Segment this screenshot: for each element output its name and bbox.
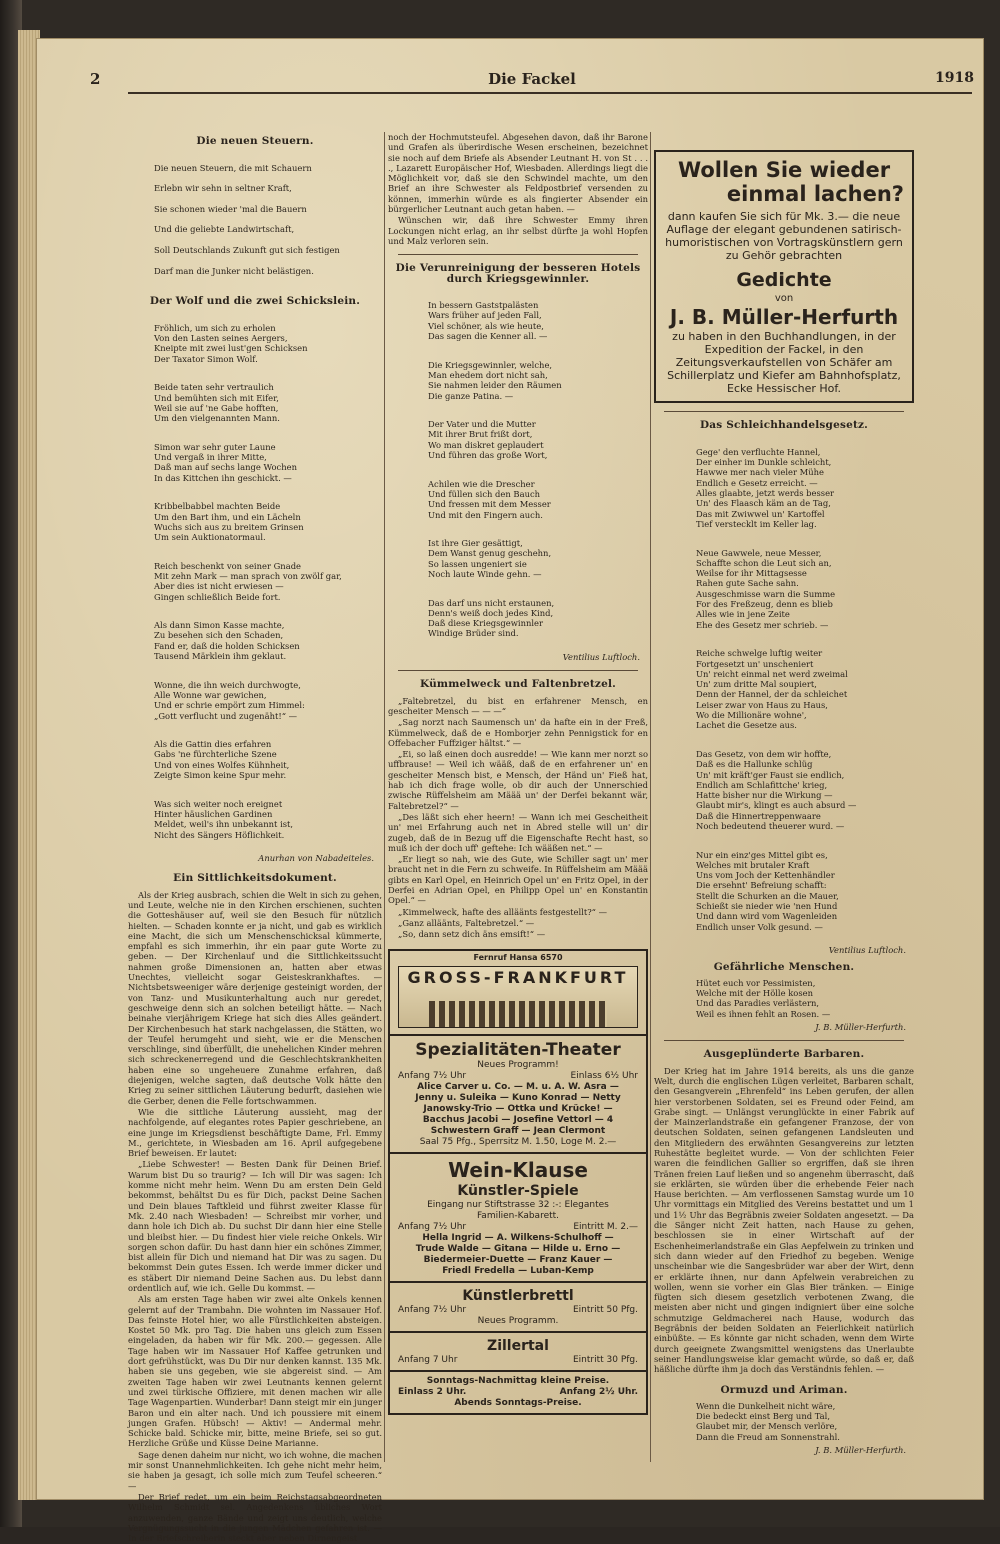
paragraph: noch der Hochmutsteufel. Abgesehen davon, daß ihr Barone und Grafen als überirdische Wesen erscheinen, bezeichnet sie noch auf dem Briefe als Absender Leutnant H. von St . . . ., Lazarett Europäischer Hof, Wiesbaden. Allerdings liegt die Möglichkeit vor, daß sie den Schwindel machte, um den Brief an ihre Schwester als Feldpostbrief versenden zu können, immerhin würde es als fingierter Absender ein bürgerlicher Leutnant auch getan haben. — [388, 132, 648, 215]
entry-time: Einlass 6½ Uhr [570, 1070, 638, 1081]
brettl-times [398, 1305, 638, 1316]
column-2 [388, 132, 648, 1415]
stanza: Reiche schwelge luftig weiter Fortgesetzt un' unscheniert Un' reicht einmal net werd zweimal Un' zum dritte Mal soupiert, Denn der Hannel, der da schleichet Leiser zwar von Haus zu Haus, Wo die Millionäre wohne', Lachet die Gesetze aus. [696, 648, 848, 731]
ad-headline: Wollen Sie wieder [677, 158, 891, 182]
article-body [654, 1066, 914, 1375]
column-divider [384, 132, 385, 1462]
start-time: Anfang 7½ Uhr [398, 1304, 467, 1315]
venue-banner [398, 966, 638, 1028]
book-advertisement [654, 150, 914, 403]
author-signature: J. B. Müller-Herfurth. [815, 1022, 906, 1033]
theater-subtitle: Neues Programm! [477, 1059, 559, 1070]
author-signature: Ventilius Luftloch. [562, 652, 640, 663]
stanza: Die Kriegsgewinnler, welche, Man ehedem dort nicht sah, Sie nahmen leider den Räumen Die ganze Patina. — [428, 359, 562, 401]
poem-title: Das Schleichhandelsgesetz. [699, 419, 869, 432]
entry-price: Eintritt 30 Pfg. [572, 1354, 638, 1365]
poem-line: Darf man die Junker nicht belästigen. [154, 265, 314, 276]
kuenstlerbrettl-block [390, 1281, 646, 1331]
author-signature: Anurhan von Nabadeiteles. [258, 853, 374, 864]
weinklause-block [390, 1152, 646, 1281]
stanza: Gege' den verfluchte Hannel, Der einher im Dunkle schleicht, Hawwe mer nach vieler Mühe Endlich e Gesetz erreicht. — Alles glaabte, jetzt werds besser Un' des Flaasch käm an de Tag, Das mit Zwiwwel un' Kartoffel Tief verstecklt im Keller lag. [696, 446, 835, 529]
stanza: Das darf uns nicht erstaunen, Denn's weiß doch jedes Kind, Daß diese Kriegsgewinnler Windige Brüder sind. [428, 597, 555, 639]
weinklause-entrance: Eingang nur Stiftstrasse 32 :-: Elegantes [427, 1199, 609, 1210]
start-time: Anfang 7½ Uhr [398, 1070, 467, 1081]
stanza: Kribbelbabbel machten Beide Um den Bart ihm, und ein Lächeln Wuchs sich aus zu breitem Grinsen Um sein Auktionatormaul. [154, 501, 304, 543]
stanza: Als dann Simon Kasse machte, Zu besehen sich den Schaden, Fand er, daß die holden Schicksen Tausend Märklein ihm geklaut. [154, 620, 300, 662]
sunday-entry: Einlass 2 Uhr. [398, 1386, 467, 1397]
performer-line: Schwestern Graff — Jean Clermont [430, 1125, 606, 1136]
paragraph: „Des läßt sich eher heern! — Wann ich mei Gescheitheit un' mei Erfahrung auch net in Abred stelle will un' dir zugeb, daß de in Bezug uff die Eigenschafte Recht hast, so muß ich der doch uff' geftehe: Ich wääßen net.“ — [388, 811, 648, 853]
poem-body [154, 312, 382, 850]
weinklause-title: Wein-Klause [448, 1157, 588, 1182]
entry-price: Eintritt 50 Pfg. [572, 1304, 638, 1315]
poem-title: Die Verunreinigung der besseren Hotels durch Kriegsgewinnler. [395, 262, 641, 285]
stanza: Nur ein einz'ges Mittel gibt es, Welches mit brutaler Kraft Uns vom Joch der Kettenhändler Die ersehnt' Befreiung schafft: Stellt die Schurken an die Mauer, Schießt sie nieder wie 'nen Hund Und dann wird vom Wagenleiden Endlich unser Volk gesund. — [696, 849, 839, 932]
poem-title: Der Wolf und die zwei Schickslein. [149, 295, 361, 308]
poem-body: Hütet euch vor Pessimisten, Welche mit der Hölle kosen Und das Paradies verlästern, Weil es ihnen fehlt an Rosen. — [696, 977, 831, 1019]
performer-line: Bacchus Jacobi — Josefine Vettorl — 4 [422, 1114, 614, 1125]
article-body [388, 696, 648, 940]
start-time: Anfang 7½ Uhr [398, 1221, 467, 1232]
stanza: Der Vater und die Mutter Mit ihrer Brut frißt dort, Wo man diskret geplaudert Und führen das große Wort, [428, 419, 548, 461]
stanza: Achilen wie die Drescher Und füllen sich den Bauch Und fressen mit dem Messer Und mit den Fingern auch. [428, 478, 551, 520]
sunday-start: Anfang 2½ Uhr. [559, 1386, 638, 1397]
venue-name: GROSS-FRANKFURT [407, 967, 629, 987]
building-illustration [429, 1001, 607, 1027]
paragraph: „Ei, so laß einen doch ausredde! — Wie kann mer norzt so uffbrause! — Weil ich wääß, daß de en erfahrener un' en gescheiter Mensch bist, e Mensch, der Händ un' Fieß hat, hab ich dich frage wolle, ob dir auch der Unnerschied zwische Rüffelsheim am Määä un' der Derfei bekannt wär, Faltebretzel?“ — [388, 749, 648, 811]
paragraph: Sage denen daheim nur nicht, wo ich wohne, die machen mir sonst Unannehmlichkeiten. Ich gehe nicht mehr heim, sie haben ja gesagt, ich solle mich zum Teufel scheeren.“ — [128, 1449, 382, 1491]
stanza: Reich beschenkt von seiner Gnade Mit zehn Mark — man sprach von zwölf gar, Aber dies ist nicht erwiesen — Gingen schließlich Beide fort. [154, 560, 342, 602]
weinklause-kabarett: Familien-Kabarett. [476, 1210, 560, 1221]
article-title: Kümmelweck und Faltenbretzel. [419, 678, 617, 691]
header-rule [128, 92, 972, 94]
column-divider [650, 132, 651, 1462]
weinklause-times [398, 1222, 638, 1233]
poem-line: Und die geliebte Landwirtschaft, [154, 224, 295, 235]
paragraph: „Er liegt so nah, wie des Gute, wie Schiller sagt un' mer braucht net in die Fern zu schweife. In Rüffelsheim am Määä gibts en Karl Opel, en Heinrich Opel un' en Fritz Opel, in der Derfei en Adrian Opel, en Philipp Opel un' en Konstantin Opel.“ — [388, 854, 648, 906]
page-number: 2 [90, 70, 101, 88]
sunday-note: Sonntags-Nachmittag kleine Preise. [426, 1375, 610, 1386]
theater-block [390, 1034, 646, 1152]
poem-line: Sie schonen wieder 'mal die Bauern [154, 203, 307, 214]
stanza: Wonne, die ihn weich durchwogte, Alle Wonne war gewichen, Und er schrie empört zum Himmel: „Gott verflucht und zugenäht!“ — [154, 679, 305, 721]
poem-body [428, 290, 648, 649]
poem-line: Erlebn wir sehn in seltner Kraft, [154, 183, 292, 194]
page-year: 1918 [935, 70, 974, 86]
page-header [90, 70, 974, 90]
performer-line: Trude Walde — Gitana — Hilde u. Erno — [415, 1243, 621, 1254]
brettl-program: Neues Programm. [477, 1315, 559, 1326]
author-signature: Ventilius Luftloch. [828, 945, 906, 956]
author-signature: J. B. Müller-Herfurth. [815, 1445, 906, 1456]
stanza: Was sich weiter noch ereignet Hinter häuslichen Gardinen Meldet, weil's ihn unbekannt ist, Nicht des Sängers Höflichkeit. [154, 798, 294, 840]
article-title: Ausgeplünderte Barbaren. [703, 1048, 865, 1061]
poem-body [696, 437, 914, 943]
performer-line: Biedermeier-Duette — Franz Kauer — [423, 1254, 613, 1265]
stanza: Beide taten sehr vertraulich Und bemühten sich mit Eifer, Weil sie auf 'ne Gabe hofften, Um den vielgenannten Mann. [154, 382, 280, 424]
performer-line: Friedl Fredella — Luban-Kemp [442, 1265, 594, 1276]
sunday-times [398, 1387, 638, 1398]
performer-line: Janowsky-Trio — Ottka und Krücke! — [423, 1103, 613, 1114]
paragraph: Als am ersten Tage haben wir zwei alte Onkels kennen gelernt auf der Trambahn. Die wohnten im Nassauer Hof. Das feinste Hotel hier, wo alle Fürstlichkeiten absteigen. Kostet 50 Mk. pro Tag. Die haben uns gleich zum Essen eingeladen, da haben wir für Mk. 200.— gegessen. Alle Tage haben wir im Nassauer Hof Kaffee getrunken und dort gefrühstückt, was Du Dir nur denken kannst. 135 Mk. haben sie uns gegeben, wie sie abgereist sind. — Am zweiten Tage haben wir zwei Leutnants kennen gelernt und zwei türkische Offiziere, mit denen machen wir alle Tage Wagenpartien. Wunderbar! Dann steigt mir ein junger Baron und ein alter nach. Und ich poussiere mit einem jungen Grafen. Hübsch! — Aktiv! — Andermal mehr. Schicke bald. Schicke mir, bitte, meine Briefe, sei so gut. Herzliche Grüße und Küsse Deine Marianne. [128, 1294, 382, 1449]
paragraph: Der Krieg hat im Jahre 1914 bereits, als uns die ganze Welt, durch die englischen Lügen verleitet, Barbaren schalt, den Gesangverein „Ehrenfeld“ ins Leben gerufen, der allen hier verstorbenen Soldaten, sei es Freund oder Feind, am Grabe singt. — Unlängst verunglückte in einer Fabrik auf der Mainzerlandstraße ein gefangener Franzose, der von deutschen Soldaten, seinen gefangenen Landsleuten und den Mitgliedern des erwähnten Gesangvereins zur letzten Ruhestätte begleitet wurde. — Von der schlichten Feier waren die feindlichen Gallier so ergriffen, daß sie ihren Tränen freien Lauf ließen und so angenehm überrascht, daß sie erklärten, sie würden über die erhebende Feier nach Hause berichten. — Am verflossenen Samstag wurde um 10 Uhr vormittags ein Mitglied des Vereins bestattet und um 1 und 1½ Uhr das Begräbnis zweier Soldaten angesetzt. — Da die Sänger nicht Zeit hatten, nach Hause zu gehen, beschlossen sie in einer Wirtschaft auf der Eschenheimerlandstraße ein Glas Aepfelwein zu trinken und sich dann wieder auf den Friedhof zu begeben. Wenige unscheinbar wie die Sangesbrüder war aber der Wirt, denn er erklärte ihnen, nur dann Apfelwein verabreichen zu wollen, wenn sie vorher ein Glas Bier tränken. — Einige fügten sich diesem gesetzlich verbotenen Zwang, die meisten aber nicht und gingen indigniert über eine solche schmutzige Geldmacherei nach Hause, wodurch das Begräbnis der beiden Soldaten an Feierlichkeit natürlich einbüßte. — Es könnte gar nicht schaden, wenn dem Wirte durch geeignete Zwangsmittel wenigstens das Unerlaubte seiner Handlungsweise klar gemacht würde, so daß er, daß häßliche dürfte ihm ja doch das Verständnis fehlen. — [654, 1065, 914, 1375]
section-divider [398, 254, 638, 255]
stanza: Fröhlich, um sich zu erholen Von den Lasten seines Aergers, Kneipte mit zwei lust'gen Schicksen Der Taxator Simon Wolf. [154, 322, 308, 364]
masthead-title: Die Fackel [488, 70, 576, 88]
stanza: Neue Gawwele, neue Messer, Schaffte schon die Leut sich an, Weilse for ihr Mittagsesse Rahen gute Sache sahn. Ausgeschmisse warn die Summe For des Freßzeug, denn es blieb Alles wie in jene Zeite Ehe des Gesetz mer schrieb. — [696, 547, 836, 630]
performer-line: Hella Ingrid — A. Wilkens-Schulhoff — [422, 1232, 614, 1243]
paragraph: Der Brief redet, um ein beim Reichstagsabgeordneten Wilhelm Schmidt sel. Angedenkens übliches Wort anzuwenden, ganze Bände und zeigt uns deutlich, welche Vergnügungssucht in die jungen Mädchen gefahren ist. — In der Briefschreiberin steckt aber neben Dirnengeist [128, 1491, 382, 1544]
zillertal-times [398, 1355, 638, 1366]
brettl-title: Künstlerbrettl [462, 1287, 574, 1304]
stanza: In bessern Gaststpalästen Wars früher auf jeden Fall, Viel schöner, als wie heute, Das sagen die Kenner all. — [428, 300, 548, 342]
column-3 [654, 132, 914, 1461]
poem-body: Wenn die Dunkelheit nicht wäre, Die bedeckt einst Berg und Tal, Glaubet mir, der Mensch verlöre, Dann die Freud am Sonnenstrahl. [696, 1400, 840, 1442]
phone-number: Fernruf Hansa 6570 [473, 953, 563, 963]
paragraph: Als der Krieg ausbrach, schien die Welt in sich zu gehen, und Leute, welche nie in den Kirchen erschienen, suchten die Gotteshäuser auf, weil sie den Besuch für nützlich hielten. — Schaden konnte er ja nicht, und gab es wirklich eine Macht, die sich um Menschenschicksal kümmerte, empfahl es sich immerhin, ihr ein paar gute Worte zu geben. — Der Kirchenlauf und die Sittlichkeitssucht nahmen große Dimensionen an, hatten aber etwas Unechtes, vielleicht sogar Geisteskrankhaftes. — Nichtsbetsweeniger wäre derjenige gesteinigt worden, der von Tanz- und Musikunterhaltung auch nur geredet, geschweige denn sich an solchen beteiligt hätte. — Nach beinahe vierjährigem Kriege hat sich dies Alles geändert. Der Kirchenbesuch hat stark nachgelassen, die Stätten, wo der Teufel herumgeht und sieht, wie er die Menschen verschlinge, sind überfüllt, die unehelichen Kinder mehren sich schreckenerregend und die Geschlechtskrankheiten haben eine so ungeheuere Zunahme erfahren, daß diejenigen, welche sagten, daß deutsche Volk hätte den Krieg zu seiner sittlichen Läuterung bedurft, dasiehen wie die Gerber, denen die Felle fortschwammen. [128, 889, 382, 1106]
gross-frankfurt-advertisement [388, 949, 648, 1414]
weinklause-subtitle: Künstler-Spiele [457, 1182, 579, 1199]
performer-line: Jenny u. Suleika — Kuno Konrad — Netty [415, 1092, 621, 1103]
ticket-prices: Saal 75 Pfg., Sperrsitz M. 1.50, Loge M. 2.— [419, 1136, 617, 1147]
ad-von: von [774, 293, 794, 304]
column-1 [128, 132, 382, 1544]
poem-line: Die neuen Steuern, die mit Schauern [154, 162, 312, 173]
article-body [128, 890, 382, 1544]
performer-line: Alice Carver u. Co. — M. u. A. W. Asra — [417, 1081, 619, 1092]
article-continuation [388, 132, 648, 246]
paragraph: Wünschen wir, daß ihre Schwester Emmy ihren Lockungen nicht erlag, an ihr selbst dürfte ja wohl Hopfen und Malz verloren sein. [388, 215, 648, 246]
paragraph: „Liebe Schwester! — Besten Dank für Deinen Brief. Warum bist Du so traurig? — Ich will Dir was sagen: Ich komme nicht mehr heim. Wenn Du am ersten Dein Geld bekommst, behältst Du es für Dich, packst Deine Sachen und Dein blaues Taftkleid und führst zweiter Klasse für Mk. 2.40 nach Wiesbaden! — Schreibst mir vorher, und dann hole ich Dich ab. Du suchst Dir dann hier eine Stelle und bleibst hier. — Du findest hier viele reiche Onkels. Wir sorgen schon dafür. Du hast dann hier ein schönes Zimmer, bist allein für Dich und niemand hat Dir was zu sagen. Du bekommst Dein gutes Essen. Ich werde immer dicker und es stäbert Dir niemand Deine Sachen aus. Du lebst dann ordentlich auf, wie ich. Gelle Du kommst. — [128, 1159, 382, 1293]
theater-times [398, 1071, 638, 1082]
paragraph: „Kimmelweck, hafte des alläänts festgestellt?“ — [398, 906, 607, 917]
stanza: Als die Gattin dies erfahren Gabs 'ne fürchterliche Szene Und von eines Wolfes Kühnheit, Zeigte Simon keine Spur mehr. [154, 739, 290, 781]
paragraph: „Ganz alläänts, Faltebretzel.“ — [398, 917, 535, 928]
section-divider [398, 670, 638, 671]
ad-text: zu haben in den Buchhandlungen, in der Expedition der Fackel, in den Zeitungsverkaufstellen von Schäfer am Schillerplatz und Kiefer am Bahnhofsplatz, Ecke Hessischer Hof. [667, 330, 901, 396]
sunday-evening: Abends Sonntags-Preise. [454, 1397, 582, 1408]
article-title: Ein Sittlichkeitsdokument. [173, 872, 337, 885]
ad-author: J. B. Müller-Herfurth [669, 305, 899, 330]
poem-body [154, 152, 382, 286]
stanza: Simon war sehr guter Laune Und vergaß in ihrer Mitte, Daß man auf sechs lange Wochen In das Kittchen ihn geschickt. — [154, 441, 297, 483]
zillertal-block [390, 1331, 646, 1370]
paragraph: „Sag norzt nach Saumensch un' da hafte ein in der Freß, Kümmelweck, daß de e Homborjer zehn Pennigstick for en Offebacher Fuffziger hältst.“ — [388, 717, 648, 748]
stanza: Das Gesetz, von dem wir hoffte, Daß es die Hallunke schlüg Un' mit kräft'ger Faust sie endlich, Endlich am Schlafittche' krieg, Hatte bisher nur die Wirkung — Glaubt mir's, klingt es auch absurd — Daß die Hinnertreppenwaare Noch bedeutend theuerer wurd. — [696, 748, 857, 831]
start-time: Anfang 7 Uhr [398, 1354, 458, 1365]
stanza: Ist ihre Gier gesättigt, Dem Wanst genug geschehn, So lassen ungeniert sie Noch laute Winde gehn. — [428, 538, 552, 579]
poem-title: Die neuen Steuern. [196, 135, 314, 147]
paragraph: „So, dann setz dich äns emsift!“ — [398, 929, 546, 940]
ad-text: dann kaufen Sie sich für Mk. 3.— die neue Auflage der elegant gebundenen satirisch-humoristischen von Vortragskünstlern gern zu Gehör gebrachten [665, 210, 903, 262]
ad-book-title: Gedichte [736, 269, 832, 291]
poem-title: Ormuzd und Ariman. [720, 1383, 848, 1396]
paragraph: „Faltebretzel, du bist en erfahrener Mensch, en gescheiter Mensch — — —“ [388, 695, 648, 716]
zillertal-title: Zillertal [487, 1337, 549, 1354]
entry-price: Eintritt M. 2.— [573, 1221, 638, 1232]
section-divider [664, 411, 904, 412]
poem-title: Gefährliche Menschen. [713, 960, 855, 973]
sunday-block [390, 1370, 646, 1413]
poem-line: Soll Deutschlands Zukunft gut sich festigen [154, 244, 340, 255]
section-divider [664, 1040, 904, 1041]
theater-title: Spezialitäten-Theater [415, 1039, 621, 1060]
ad-headline: einmal lachen? [726, 182, 904, 206]
paragraph: Wie die sittliche Läuterung aussieht, mag der nachfolgende, auf elegantes rotes Papier geschriebene, an eine junge im Kriegsdienst beschäftigte Dame, Frl. Emmy M., gerichtete, in Wiesbaden am 16. April aufgegebene Brief beweisen. Er lautet: [128, 1106, 382, 1159]
